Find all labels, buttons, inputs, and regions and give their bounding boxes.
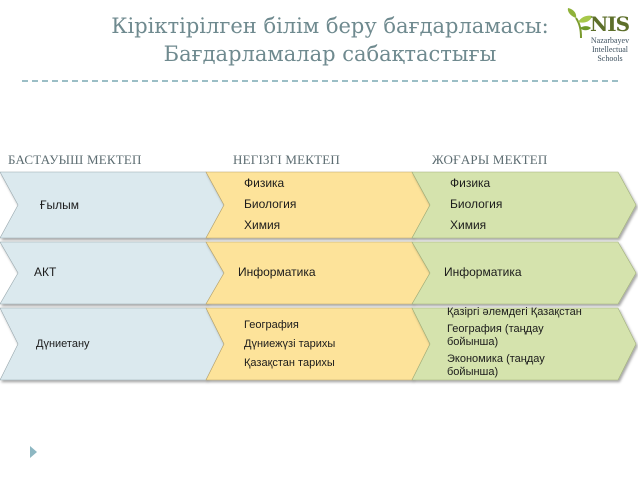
subject-label: Дүниежүзі тарихы	[244, 338, 336, 350]
cell-basic-row-3	[244, 316, 335, 373]
cell-upper-row-3	[447, 306, 607, 379]
subject-label: Ғылым	[40, 198, 79, 212]
subject-label: Қазіргі әлемдегі Қазақстан	[447, 306, 582, 318]
cell-upper-row-1	[450, 173, 502, 236]
cell-upper-row-2	[444, 262, 522, 283]
cell-primary-row-1	[40, 195, 79, 216]
subject-label: Физика	[244, 176, 285, 190]
subject-label: АКТ	[34, 265, 57, 279]
cell-primary-row-3	[36, 335, 90, 354]
slide-title-line-2: Бағдарламалар сабақтастығы	[163, 42, 497, 66]
arrow-basic-row-1	[206, 172, 430, 238]
arrow-primary-row-1	[0, 172, 224, 238]
subject-label: Биология	[244, 197, 297, 211]
cell-basic-row-2	[238, 262, 316, 283]
logo-line-2: Intellectual	[592, 45, 628, 54]
arrow-primary-row-3	[0, 308, 224, 380]
subject-label: Химия	[450, 218, 487, 232]
subject-label: Биология	[450, 197, 503, 211]
slide-title-line-1: Кіріктірілген білім беру бағдарламасы:	[111, 14, 549, 38]
logo-line-3: Schools	[597, 54, 623, 63]
bullet-arrow-icon	[30, 446, 37, 458]
subject-label: География	[244, 319, 299, 331]
logo-mark: NIS	[590, 12, 630, 36]
subject-label: Дүниетану	[36, 338, 90, 350]
column-header-primary: БАСТАУЫШ МЕКТЕП	[8, 152, 142, 167]
subject-label: Қазақстан тарихы	[244, 357, 335, 369]
subject-label: Информатика	[444, 265, 522, 279]
logo-line-1: Nazarbayev	[590, 36, 630, 45]
column-header-basic: НЕГІЗГІ МЕКТЕП	[233, 152, 341, 167]
subject-label: Химия	[244, 218, 281, 232]
subject-label: Физика	[450, 176, 491, 190]
cell-basic-row-1	[244, 173, 296, 236]
subject-label: География (таңдау бойынша)	[447, 323, 544, 348]
subject-label: Информатика	[238, 265, 316, 279]
cell-primary-row-2	[34, 262, 56, 283]
column-header-upper: ЖОҒАРЫ МЕКТЕП	[432, 152, 548, 167]
subject-label: Экономика (таңдау бойынша)	[447, 353, 545, 378]
arrow-upper-row-1	[412, 172, 636, 238]
